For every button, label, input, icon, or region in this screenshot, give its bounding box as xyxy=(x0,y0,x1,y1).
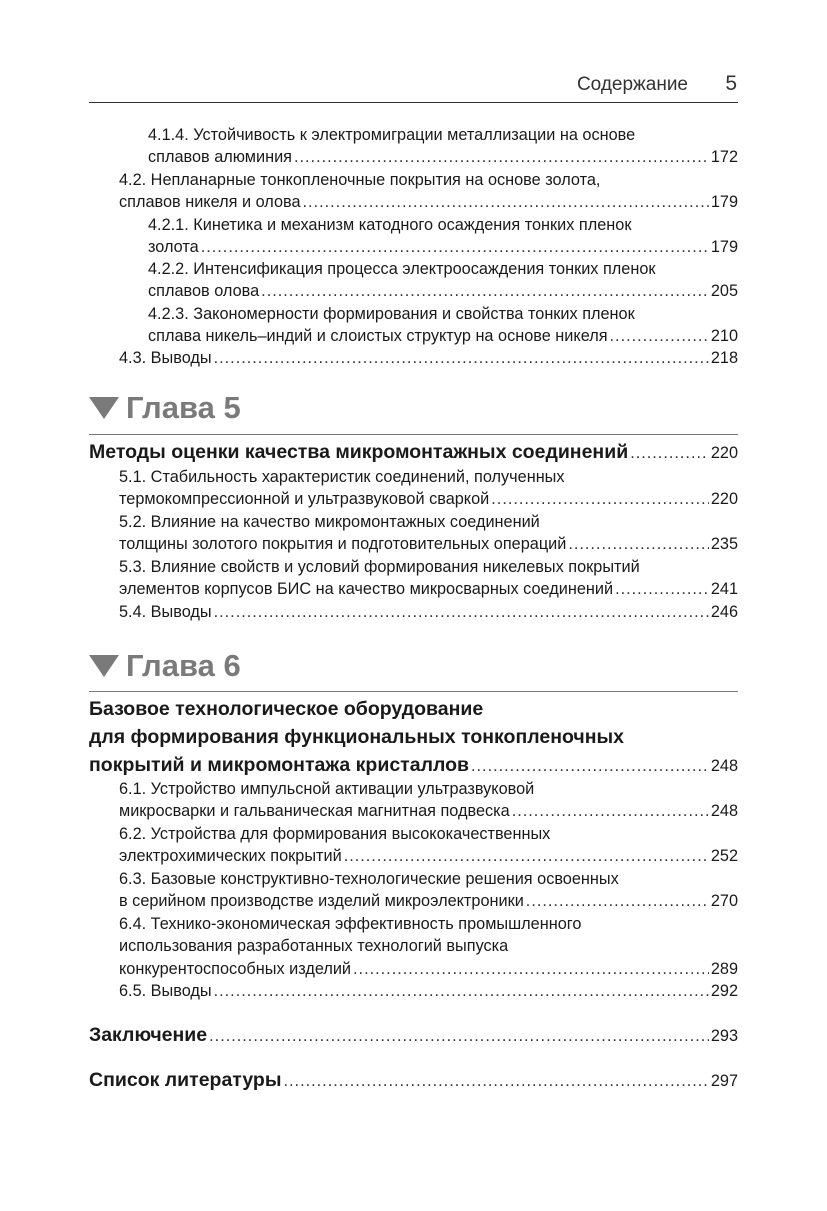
chapter-5-label: Глава 5 xyxy=(126,390,241,425)
toc-entry: сплавов никеля и олова ..... 179 xyxy=(119,191,738,213)
toc-entry: использования разработанных технологий выпуска xyxy=(119,937,509,955)
toc-entry: золота ..... 179 xyxy=(148,236,738,258)
chapter-6-heading xyxy=(89,648,241,684)
toc-entry: 4.2.3. Закономерности формирования и свойства тонких пленок xyxy=(148,305,635,323)
chapter-5-rule xyxy=(89,434,738,435)
toc-entry: 4.2.2. Интенсификация процесса электроосаждения тонких пленок xyxy=(148,260,656,278)
toc-entry: 6.1. Устройство импульсной активации ультразвуковой xyxy=(119,780,535,798)
references-entry: Список литературы ..... 297 xyxy=(89,1069,738,1093)
triangle-down-icon xyxy=(89,397,119,419)
toc-entry: микросварки и гальваническая магнитная подвеска ..... 248 xyxy=(119,800,738,822)
toc-entry: 5.1. Стабильность характеристик соединений, полученных xyxy=(119,468,565,486)
running-header xyxy=(89,70,738,103)
chapter-6-title-line: для формирования функциональных тонкопленочных xyxy=(89,726,625,748)
toc-entry: 4.3. Выводы ..... 218 xyxy=(119,347,738,369)
toc-entry: конкурентоспособных изделий ..... 289 xyxy=(119,958,738,980)
toc-entry: электрохимических покрытий ..... 252 xyxy=(119,845,738,867)
toc-entry: сплавов олова ..... 205 xyxy=(148,280,738,302)
toc-entry: сплава никель–индий и слоистых структур на основе никеля ..... 210 xyxy=(148,325,738,347)
triangle-down-icon xyxy=(89,655,119,677)
toc-entry: 4.2.1. Кинетика и механизм катодного осаждения тонких пленок xyxy=(148,216,632,234)
toc-entry: 6.4. Технико-экономическая эффективность промышленного xyxy=(119,915,582,933)
toc-entry: толщины золотого покрытия и подготовительных операций ..... 235 xyxy=(119,533,738,555)
toc-entry: термокомпрессионной и ультразвуковой сваркой ..... 220 xyxy=(119,488,738,510)
chapter-6-rule xyxy=(89,691,738,692)
toc-entry: 6.3. Базовые конструктивно-технологические решения освоенных xyxy=(119,870,619,888)
header-title: Содержание xyxy=(576,74,688,95)
toc-entry: 5.4. Выводы ..... 246 xyxy=(119,601,738,623)
toc-entry: 6.2. Устройства для формирования высококачественных xyxy=(119,825,551,843)
toc-entry: сплавов алюминия ..... 172 xyxy=(148,146,738,168)
conclusion-entry: Заключение ..... 293 xyxy=(89,1024,738,1048)
page-number: 5 xyxy=(725,72,737,95)
toc-entry: 5.3. Влияние свойств и условий формирования никелевых покрытий xyxy=(119,558,640,576)
chapter-5-heading xyxy=(89,390,241,426)
chapter-6-label: Глава 6 xyxy=(126,648,241,683)
toc-entry: 5.2. Влияние на качество микромонтажных соединений xyxy=(119,513,540,531)
chapter-6-title-line: покрытий и микромонтажа кристаллов ..... 248 xyxy=(89,754,738,778)
toc-entry: 4.2. Непланарные тонкопленочные покрытия на основе золота, xyxy=(119,171,601,189)
chapter-5-title: Методы оценки качества микромонтажных соединений ..... 220 xyxy=(89,441,738,465)
toc-entry: в серийном производстве изделий микроэлектроники ..... 270 xyxy=(119,890,738,912)
toc-entry: 4.1.4. Устойчивость к электромиграции металлизации на основе xyxy=(148,126,636,144)
toc-entry: 6.5. Выводы ..... 292 xyxy=(119,980,738,1002)
toc-entry: элементов корпусов БИС на качество микросварных соединений ..... 241 xyxy=(119,578,738,600)
chapter-6-title-line: Базовое технологическое оборудование xyxy=(89,698,484,720)
